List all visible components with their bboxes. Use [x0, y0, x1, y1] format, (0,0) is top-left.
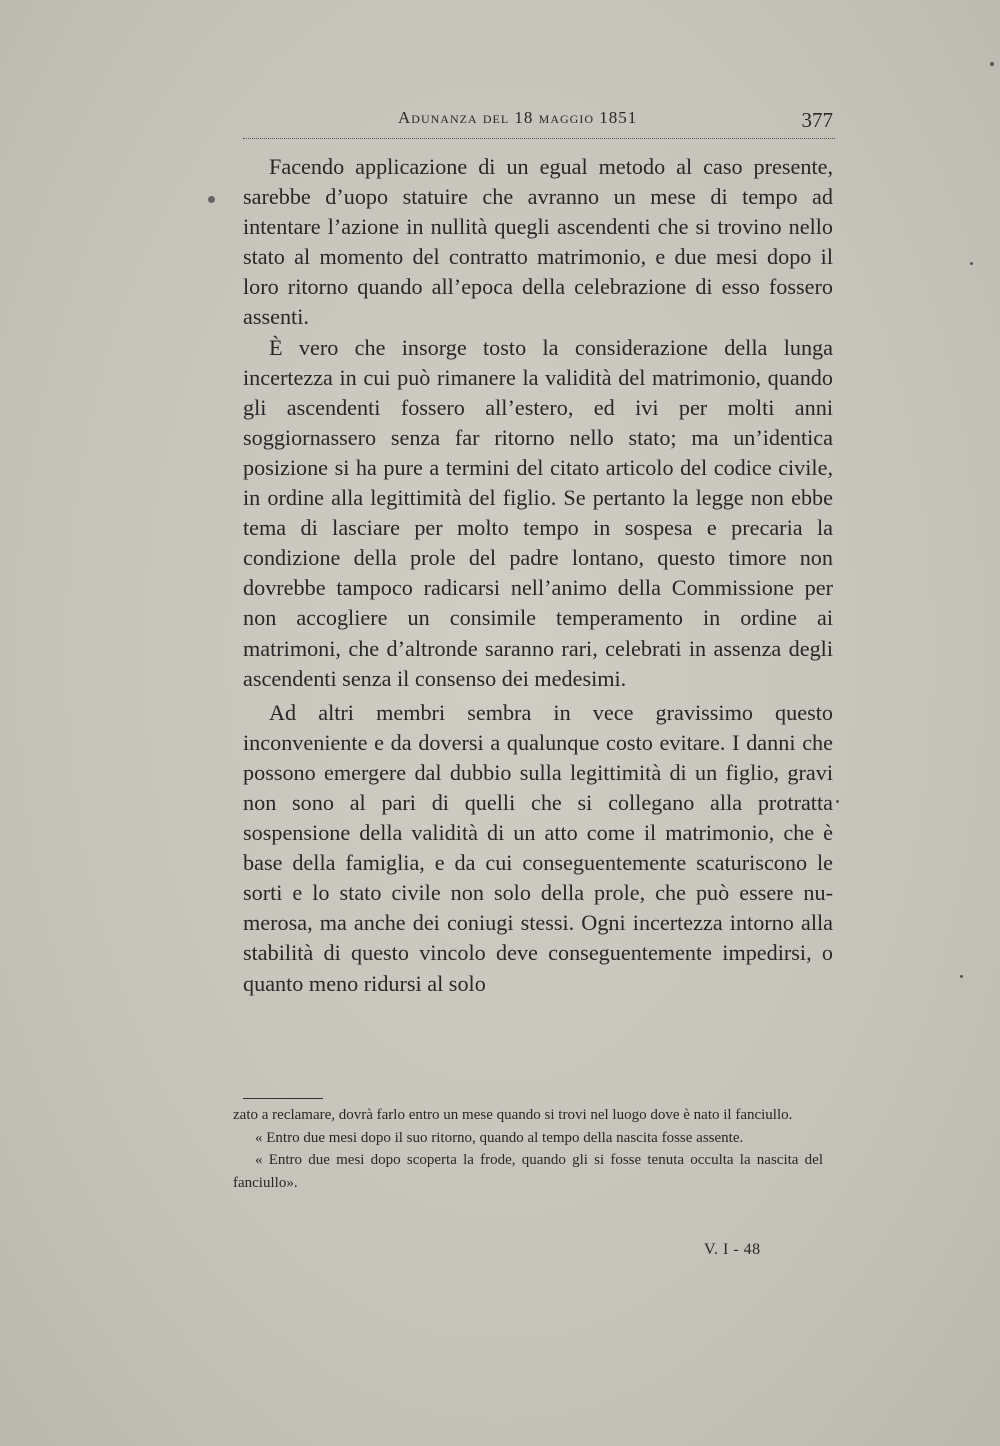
paragraph: È vero che insorge tosto la considerazione della lunga incertezza in cui può rimanere la validità del matrimonio, quando gli ascendenti fossero all’estero, ed ivi per molti anni soggiornassero senza far ritorno nello stato; ma un’identica posizione si ha pure a termini del citato articolo del codice civile, in ordine alla legittimità del figlio. Se pertanto la legge non ebbe tema di lasciare per molto tempo in sospesa e precaria la condizione della prole del padre lontano, questo timore non dovrebbe tampoco radicarsi nell’animo della Commissione per non accogliere un consimile temperamento in ordine ai matrimoni, che d’altronde saranno rari, celebrati in assenza degli ascendenti senza il consenso dei medesimi.	[243, 334, 833, 691]
printer-signature: V. I - 48	[704, 1241, 761, 1258]
paragraph: Facendo applicazione di un egual metodo al caso presente, sarebbe d’uopo statuire che avranno un mese di tempo ad intentare l’azione in nullità quegli ascendenti che si trovino nello stato al momento del contratto matrimonio, e due mesi dopo il loro ritorno quando all’epoca della celebrazione di esso fossero assenti.	[243, 154, 833, 330]
paragraph: Ad altri membri sembra in vece gravissimo questo inconveniente e da doversi a qualunque costo evitare. I danni che possono emergere dal dubbio sulla legittimità di un figlio, gravi non sono al pari di quelli che si collegano alla protratta sospensione della validità di un atto come il matrimonio, che è base della famiglia, e da cui conseguentemente scaturiscono le sorti e lo stato civile non solo della prole, che può essere numerosa, ma anche dei coniugi stessi. Ogni incertezza intorno alla stabilità di questo vincolo deve conseguentemente impedirsi, o quanto meno ridursi al solo	[243, 699, 833, 996]
ink-speck	[970, 262, 973, 265]
footnotes	[233, 1104, 823, 1194]
footnote: « Entro due mesi dopo scoperta la frode, quando gli si fosse tenuta occulta la nascita del fanciullo».	[233, 1152, 823, 1191]
header-rule	[243, 138, 835, 139]
footnote-rule	[243, 1098, 323, 1099]
page-header	[243, 108, 833, 138]
footnote: « Entro due mesi dopo il suo ritorno, quando al tempo della nascita fosse assente.	[255, 1129, 744, 1146]
page-number: 377	[801, 108, 833, 132]
ink-speck	[836, 800, 839, 803]
ink-speck	[960, 975, 963, 978]
footnote: zato a reclamare, dovrà farlo entro un mese quando si trovi nel luogo dove è nato il fanciullo.	[233, 1107, 793, 1123]
ink-speck	[208, 196, 215, 203]
ink-speck	[990, 62, 994, 66]
body-text	[243, 152, 833, 999]
running-head: Adunanza del 18 maggio 1851	[398, 108, 638, 127]
